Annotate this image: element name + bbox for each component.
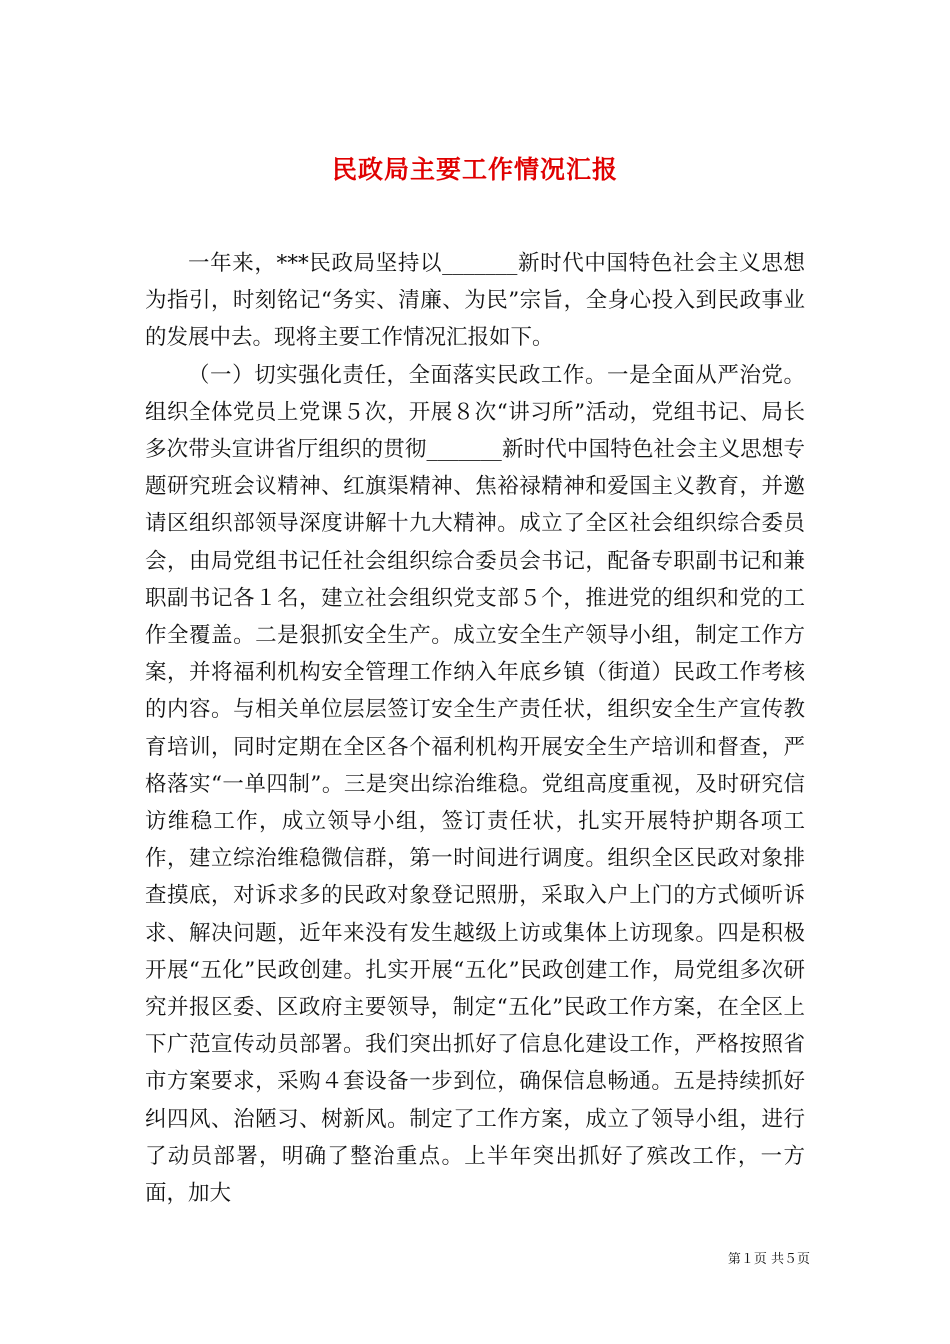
paragraph-section-1: （一）切实强化责任，全面落实民政工作。一是全面从严治党。组织全体党员上党课５次，开展８次“讲习所”活动，党组书记、局长多次带头宣讲省厅组织的贯彻_______新时代中国特色社会主义思想专题研究班会议精神、红旗渠精神、焦裕禄精神和爱国主义教育，并邀请区组织部领导深度讲解十九大精神。成立了全区社会组织综合委员会，由局党组书记任社会组织综合委员会书记，配备专职副书记和兼职副书记各１名，建立社会组织党支部５个，推进党的组织和党的工作全覆盖。二是狠抓安全生产。成立安全生产领导小组，制定工作方案，并将福利机构安全管理工作纳入年底乡镇（街道）民政工作考核的内容。与相关单位层层签订安全生产责任状，组织安全生产宣传教育培训，同时定期在全区各个福利机构开展安全生产培训和督查，严格落实“一单四制”。三是突出综治维稳。党组高度重视，及时研究信访维稳工作，成立领导小组，签订责任状，扎实开展特护期各项工作，建立综治维稳微信群，第一时间进行调度。组织全区民政对象排查摸底，对诉求多的民政对象登记照册，采取入户上门的方式倾听诉求、解决问题，近年来没有发生越级上访或集体上访现象。四是积极开展“五化”民政创建。扎实开展“五化”民政创建工作，局党组多次研究并报区委、区政府主要领导，制定“五化”民政工作方案，在全区上下广范宣传动员部署。我们突出抓好了信息化建设工作，严格按照省市方案要求，采购４套设备一步到位，确保信息畅通。五是持续抓好纠四风、治陋习、树新风。制定了工作方案，成立了领导小组，进行了动员部署，明确了整治重点。上半年突出抓好了殡改工作，一方面，加大 <box>145 362 805 1207</box>
paragraph-intro: 一年来，***民政局坚持以_______新时代中国特色社会主义思想为指引，时刻铭记“务实、清廉、为民”宗旨，全身心投入到民政事业的发展中去。现将主要工作情况汇报如下。 <box>145 251 805 351</box>
document-title: 民政局主要工作情况汇报 <box>331 154 618 184</box>
document-body <box>145 245 805 1212</box>
page-number: 第１页 共５页 <box>727 1252 810 1267</box>
